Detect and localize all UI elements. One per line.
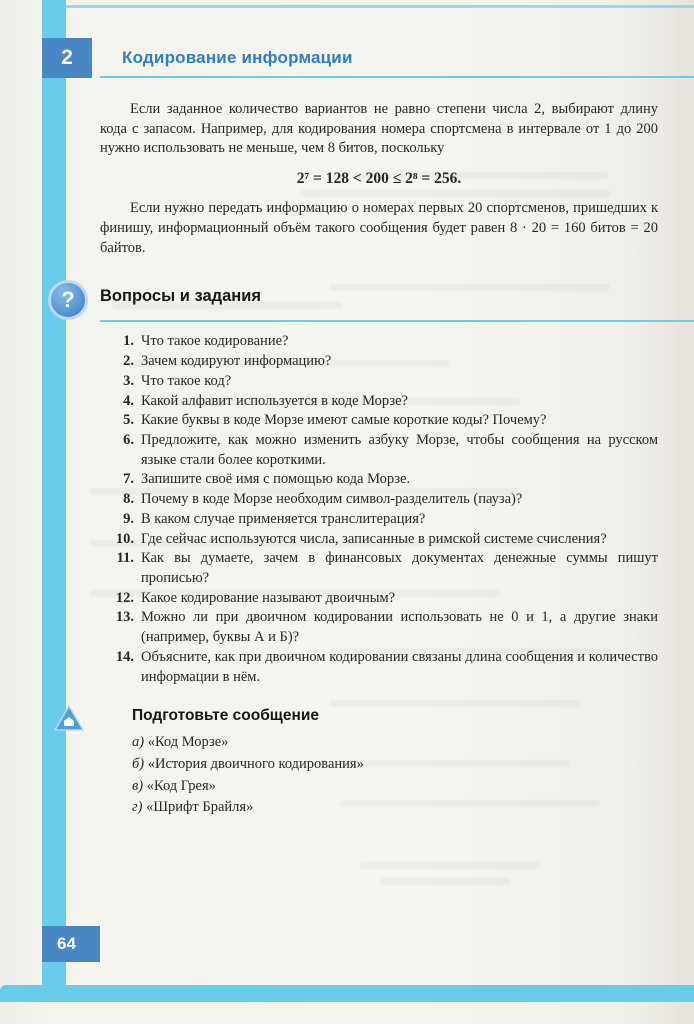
- body-paragraph: Если нужно передать информацию о номерах первых 20 спортсменов, пришедших к финишу, информационный объём такого сообщения будет равен 8 · 20 = 160 битов = 20 байтов.: [100, 200, 658, 256]
- question-item: [100, 510, 658, 530]
- assignment-item: [132, 777, 658, 797]
- question-number: 11.: [116, 550, 134, 567]
- question-text: Как вы думаете, зачем в финансовых документах денежные суммы пишут прописью?: [141, 550, 658, 587]
- question-number: 5.: [123, 412, 134, 429]
- question-text: Что такое кодирование?: [141, 333, 289, 350]
- questions-rule: [100, 320, 694, 322]
- assignment-item-label: а): [132, 734, 145, 751]
- assignment-title: Подготовьте сообщение: [132, 707, 319, 725]
- question-item: [100, 352, 658, 372]
- question-number: 7.: [123, 471, 134, 488]
- question-text: Какой алфавит используется в коде Морзе?: [141, 392, 408, 409]
- question-number: 12.: [115, 589, 134, 606]
- question-number: 2.: [123, 353, 134, 370]
- chapter-number-badge: [42, 38, 92, 78]
- assignment-item-label: б): [132, 756, 145, 773]
- question-item: [100, 431, 658, 470]
- bleed-line: [380, 878, 510, 885]
- question-text: Можно ли при двоичном кодировании использовать не 0 и 1, а другие знаки (например, буквы А и Б)?: [141, 609, 658, 646]
- question-item: [100, 332, 658, 352]
- question-text: Запишите своё имя с помощью кода Морзе.: [141, 471, 411, 488]
- assignment-item-text: «Код Грея»: [146, 777, 216, 794]
- top-rule: [42, 5, 694, 8]
- assignment-item-text: «Шрифт Брайля»: [146, 799, 254, 816]
- question-item: [100, 648, 658, 687]
- assignment-item: [132, 798, 658, 818]
- formula: 2⁷ = 128 < 200 ≤ 2⁸ = 256.: [296, 170, 462, 188]
- question-item: [100, 608, 658, 647]
- question-number: 8.: [123, 491, 134, 508]
- question-text: Что такое код?: [141, 372, 232, 389]
- question-item: [100, 470, 658, 490]
- question-text: Зачем кодируют информацию?: [141, 353, 332, 370]
- assignment-item-label: г): [132, 799, 143, 816]
- question-text: В каком случае применяется транслитерация?: [141, 510, 426, 527]
- question-text: Какие буквы в коде Морзе имеют самые короткие коды? Почему?: [141, 412, 547, 429]
- assignment-item-text: «Код Морзе»: [147, 734, 229, 751]
- assignment-item-label: в): [132, 777, 144, 794]
- question-text: Почему в коде Морзе необходим символ-разделитель (пауза)?: [141, 491, 523, 508]
- page-number-value: 64: [57, 934, 76, 953]
- assignment-item: [132, 755, 658, 775]
- questions-header: [61, 284, 658, 314]
- question-number: 1.: [123, 333, 134, 350]
- question-text: Какое кодирование называют двоичным?: [141, 589, 396, 606]
- question-item: [100, 411, 658, 431]
- questions-title: Вопросы и задания: [100, 287, 262, 306]
- question-number: 6.: [123, 431, 134, 448]
- question-number: 9.: [123, 510, 134, 527]
- question-number: 14.: [115, 648, 134, 665]
- question-number: 13.: [115, 609, 134, 626]
- question-mark-icon: ?: [48, 280, 88, 320]
- chapter-number: 2: [61, 46, 73, 69]
- question-number: 3.: [123, 372, 134, 389]
- question-number: 10.: [115, 530, 134, 547]
- question-item: [100, 392, 658, 412]
- chapter-title: Кодирование информации: [122, 48, 353, 67]
- question-item: [100, 490, 658, 510]
- question-item: [100, 372, 658, 392]
- assignment-header: [132, 707, 658, 725]
- question-text: Объясните, как при двоичном кодировании связаны длина сообщения и количество информации в нём.: [141, 648, 658, 685]
- body-paragraph: Если заданное количество вариантов не равно степени числа 2, выбирают длину кода с запасом. Например, для кодирования номера спортсмена в интервале от 1 до 200 нужно использовать не меньше, чем 8 битов, поскольку: [100, 101, 658, 157]
- header-rule: [100, 76, 694, 78]
- question-item: [100, 530, 658, 550]
- questions-list: [100, 332, 658, 687]
- question-item: [100, 549, 658, 588]
- assignment-item: [132, 733, 658, 753]
- question-item: [100, 589, 658, 609]
- page-number: [42, 926, 100, 962]
- bottom-edge-strip: [0, 985, 694, 1002]
- question-text: Где сейчас используются числа, записанные в римской системе счисления?: [141, 530, 607, 547]
- content-column: [61, 100, 658, 820]
- bleed-line: [360, 862, 540, 869]
- assignment-list: [132, 733, 658, 818]
- project-triangle-icon: [54, 705, 84, 731]
- assignment-item-text: «История двоичного кодирования»: [147, 756, 364, 773]
- left-edge-strip: [42, 0, 66, 1002]
- question-text: Предложите, как можно изменить азбуку Морзе, чтобы сообщения на русском языке стали более короткими.: [141, 431, 658, 468]
- question-number: 4.: [123, 392, 134, 409]
